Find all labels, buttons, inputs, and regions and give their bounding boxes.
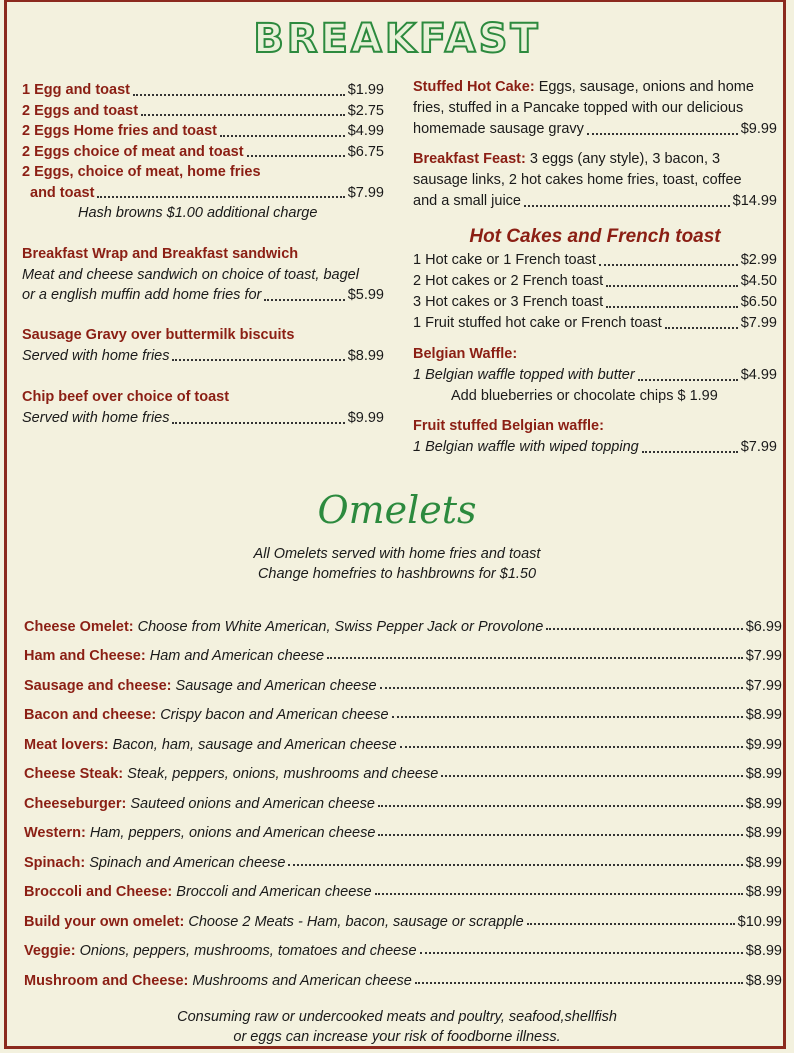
menu-item: 1 Hot cake or 1 French toast $2.99 [413,252,777,268]
menu-item: 1 Egg and toast $1.99 [22,82,384,98]
menu-item: 2 Eggs choice of meat and toast $6.75 [22,143,384,160]
section-title: Fruit stuffed Belgian waffle: [413,418,604,434]
section-desc-price: or a english muffin add home fries for $5.99 [22,287,384,303]
breakfast-feast-section: Breakfast Feast: 3 eggs (any style), 3 bacon, 3 sausage links, 2 hot cakes home fries, toast, coffee and a small juice $14.99 [413,151,777,209]
stuffed-hot-cake-section: Stuffed Hot Cake: Eggs, sausage, onions and home fries, stuffed in a Pancake topped with our delicious homemade sausage gravy $9.99 [413,79,777,137]
right-column [413,77,777,458]
menu-item: 3 Hot cakes or 3 French toast $6.50 [413,294,777,310]
omelet-item: Spinach: Spinach and American cheese $8.99 [24,854,782,871]
omelets-title: Omelets [317,488,477,532]
omelet-item: Cheeseburger: Sauteed onions and American cheese $8.99 [24,795,782,812]
section-title: Chip beef over choice of toast [22,389,230,405]
menu-item-line1: 2 Eggs, choice of meat, home fries [22,164,261,180]
section-desc-price: Served with home fries $9.99 [22,410,384,426]
menu-item-line2: and toast $7.99 [30,184,384,201]
omelets-list [24,605,782,989]
omelets-subtitle: All Omelets served with home fries and toast Change homefries to hashbrowns for $1.50 [253,546,541,582]
omelet-item: Sausage and cheese: Sausage and American cheese $7.99 [24,677,782,694]
omelet-item: Cheese Steak: Steak, peppers, onions, mushrooms and cheese $8.99 [24,766,782,782]
belgian-waffle-section: Belgian Waffle: 1 Belgian waffle topped with butter $4.99 Add blueberries or chocolate chips $ 1.99 [413,344,777,407]
omelet-item: Broccoli and Cheese: Broccoli and American cheese $8.99 [24,884,782,900]
chip-beef-section [22,387,384,429]
menu-item: 2 Eggs and toast $2.75 [22,102,384,119]
omelet-item: Bacon and cheese: Crispy bacon and American cheese $8.99 [24,707,782,723]
omelet-item: Ham and Cheese: Ham and American cheese $7.99 [24,648,782,664]
eggs-list [22,80,384,224]
section-desc: Meat and cheese sandwich on choice of toast, bagel [22,266,359,283]
wrap-section [22,244,384,306]
menu-item: 2 Hot cakes or 2 French toast $4.50 [413,273,777,289]
food-safety-notice: Consuming raw or undercooked meats and poultry, seafood,shellfish or eggs can increase your risk of foodborne illness. [177,1009,617,1045]
addon-note: Add blueberries or chocolate chips $ 1.99 [451,388,718,404]
hot-cakes-title: Hot Cakes and French toast [469,226,721,247]
omelet-item: Veggie: Onions, peppers, mushrooms, tomatoes and cheese $8.99 [24,943,782,959]
section-title: Belgian Waffle: [413,346,518,362]
page-title: BREAKFAST [253,16,541,62]
omelet-item: Western: Ham, peppers, onions and American cheese $8.99 [24,825,782,841]
menu-item: 1 Fruit stuffed hot cake or French toast $7.99 [413,315,777,331]
omelet-item: Build your own omelet: Choose 2 Meats - Ham, bacon, sausage or scrapple $10.99 [24,913,782,930]
gravy-section [22,325,384,367]
section-desc-price: Served with home fries $8.99 [22,347,384,364]
section-title: Breakfast Wrap and Breakfast sandwich [22,245,299,262]
hash-browns-note: Hash browns $1.00 additional charge [78,205,318,221]
omelet-item: Mushroom and Cheese: Mushrooms and American cheese $8.99 [24,972,782,989]
menu-item: 2 Eggs Home fries and toast $4.99 [22,123,384,139]
hot-cakes-list [413,250,777,334]
fruit-belgian-section: Fruit stuffed Belgian waffle: 1 Belgian waffle with wiped topping $7.99 [413,418,777,455]
section-title: Sausage Gravy over buttermilk biscuits [22,326,295,343]
left-column [22,80,384,429]
omelet-item: Meat lovers: Bacon, ham, sausage and American cheese $9.99 [24,736,782,753]
omelet-item: Cheese Omelet: Choose from White American, Swiss Pepper Jack or Provolone $6.99 [24,618,782,635]
